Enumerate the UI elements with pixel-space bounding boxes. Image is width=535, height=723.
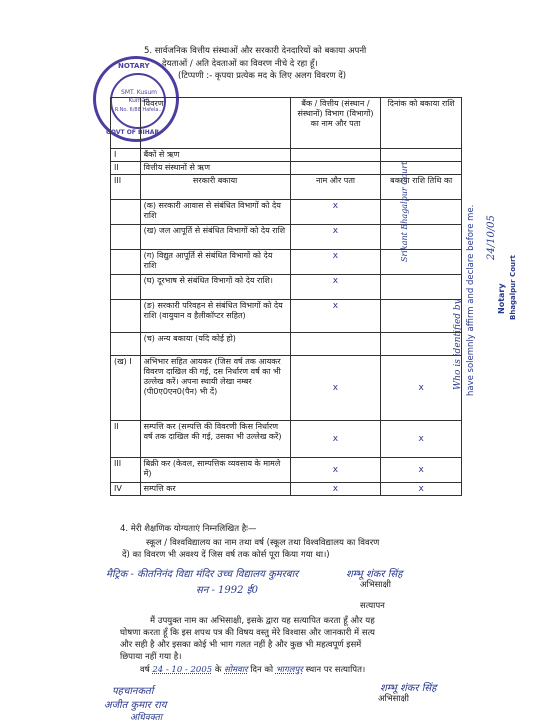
subrow-mark: x xyxy=(290,200,381,225)
intro-line-2: देयताओं / अति देवताओं का विवरण नीचे दे रहा हूँ। xyxy=(162,59,318,69)
seal-bottom-text: GOVT OF BIHAR xyxy=(106,129,160,136)
header-institution: बैंक / वित्तीय (संस्थान / संस्थानों) विभाग (विभागों) का नाम और पता xyxy=(290,98,381,149)
verify-para-4: छिपाया नहीं गया है। xyxy=(120,652,182,662)
stamp-notary: Notary xyxy=(497,283,506,314)
verify-day: सोमवार xyxy=(224,665,248,675)
subrow-mark: x xyxy=(290,300,381,333)
subrow-description: (ख) जल आपूर्ति से संबंधित विभागों को देय राशि xyxy=(140,225,290,250)
row-description: वित्तीय संस्थानों से ऋण xyxy=(140,162,290,175)
subrow-description: (क) सरकारी आवास से संबंधित विभागों को देय राशि xyxy=(140,200,290,225)
table-diagonal-note: Srikant Bhagalpur Court xyxy=(400,161,409,262)
row-description: अभिभार सहित आयकर (जिस वर्ष तक आयकर विवरण दाखिल की गई, दस निर्धारण वर्ष का भी उल्लेख करें। अपना स्थायी लेखा नम्बर (पी0ए0एन0(पैन) भी दें) xyxy=(140,356,290,421)
intro-line-1: 5. सार्वजनिक वित्तीय संस्थाओं और सरकारी देनदारियों को बकाया अपनी xyxy=(144,46,367,56)
verify-date: 24 - 10 - 2005 xyxy=(152,665,213,675)
row-description: सम्पत्ति कर (सम्पत्ति की विवरणी किस निर्धारण वर्ष तक दाखिल की गई, उसका भी उल्लेख करें) xyxy=(140,421,290,458)
table-row xyxy=(111,333,462,356)
subrow-description: (ग) विद्युत आपूर्ति से संबंधित विभागों को देय राशि xyxy=(140,250,290,275)
identifier-label: पहचानकर्ता xyxy=(112,686,154,697)
table-row xyxy=(111,275,462,300)
verify-sign-label: अभिसाक्षी xyxy=(378,694,409,704)
verify-date-line xyxy=(140,665,365,676)
subrow-mark: x xyxy=(290,225,381,250)
subrow-mark: x xyxy=(290,250,381,275)
row-description: सरकारी बकाया xyxy=(140,175,290,200)
header-amount: दिनांक को बकाया राशि xyxy=(381,98,462,149)
stamp-date: 24/10/05 xyxy=(486,215,497,260)
verify-title: सत्यापन xyxy=(360,601,385,611)
row-number: IV xyxy=(111,483,141,496)
identifier-role: अधिवक्ता xyxy=(130,713,163,723)
subrow-description: (च) अन्य बकाया (यदि कोई हो) xyxy=(140,333,290,356)
edu-handwritten-school: मैट्रिक - कीतनिनंद विद्या मंदिर उच्च विद्यालय कुमरबार xyxy=(106,569,299,580)
verify-date-mid: के xyxy=(214,665,222,675)
seal-top-text: NOTARY xyxy=(118,62,150,70)
edu-signature: शम्भू शंकर सिंह xyxy=(346,569,403,580)
seal-reg: R.No. 6/88 Hafela... xyxy=(114,107,164,113)
row-mark: x xyxy=(290,483,381,496)
row-number: II xyxy=(111,162,141,175)
row-mark: x xyxy=(290,356,381,421)
seal-name: SMT. Kusum Kumari xyxy=(121,89,157,104)
row-number: I xyxy=(111,149,141,162)
row-col3: नाम और पता xyxy=(290,175,381,200)
intro-note: (टिप्पणी :- कृपया प्रत्येक मद के लिए अलग विवरण दें) xyxy=(178,71,347,81)
verify-signature: शम्भू शंकर सिंह xyxy=(380,683,437,694)
edu-sign-label: अभिसाक्षी xyxy=(360,580,391,590)
row-mark: x xyxy=(290,421,381,458)
identifier-name: अजीत कुमार राय xyxy=(104,700,167,711)
row-number: II xyxy=(111,421,141,458)
subrow-description: (ङ) सरकारी परिवहन से संबंधित विभागों को देय राशि (वायुयान व हैलीकॉप्टर सहित) xyxy=(140,300,290,333)
edu-line-2: दें) का विवरण भी अवश्य दें जिस वर्ष तक कोर्स पूरा किया गया था।) xyxy=(122,550,330,560)
stamp-court: Bhagalpur Court xyxy=(509,255,517,320)
verify-place-post: स्थान पर सत्यापित। xyxy=(305,665,366,675)
table-row xyxy=(111,483,462,496)
row-mark: x xyxy=(381,421,462,458)
table-row xyxy=(111,421,462,458)
verify-para-1: मैं उपयुक्त नाम का अभिसाक्षी, इसके द्वारा यह सत्यापित करता हूँ और यह xyxy=(150,616,375,626)
table-row xyxy=(111,149,462,162)
table-row xyxy=(111,300,462,333)
row-mark: x xyxy=(381,458,462,483)
row-mark: x xyxy=(381,483,462,496)
row-mark: x xyxy=(381,356,462,421)
subrow-description: (घ) दूरभाष से संबंधित विभागों को देय राशि। xyxy=(140,275,290,300)
row-mark: x xyxy=(290,458,381,483)
table-row xyxy=(111,356,462,421)
verify-para-2: घोषणा करता हूँ कि इस शपथ पत्र की विषय वस्तु मेरे विश्वास और जानकारी में सत्य xyxy=(120,628,375,638)
row-number: III xyxy=(111,458,141,483)
row-number: III xyxy=(111,175,141,200)
edu-line-1: स्कूल / विश्वविद्यालय का नाम तथा वर्ष (स्कूल तथा विश्वविद्यालय का विवरण xyxy=(146,538,380,548)
verify-place: भागलपुर xyxy=(275,665,303,675)
header-description: विवरण xyxy=(140,98,290,149)
row-description: बिक्री कर (केवल, साम्पत्तिक व्यवसाय के मामले में) xyxy=(140,458,290,483)
row-number: (ख) I xyxy=(111,356,141,421)
table-row xyxy=(111,458,462,483)
row-description: सम्पत्ति कर xyxy=(140,483,290,496)
verify-year-label: वर्ष xyxy=(140,665,150,675)
subrow-mark: x xyxy=(290,275,381,300)
verify-para-3: और सही है और इसका कोई भी भाग गलत नहीं है और कुछ भी महत्वपूर्ण इसमें xyxy=(120,640,362,650)
verify-day-post: दिन को xyxy=(250,665,274,675)
table-header xyxy=(111,98,462,149)
row-description: बैंकों से ऋण xyxy=(140,149,290,162)
row-col4: बकाया राशि तिथि का xyxy=(381,175,462,200)
stamp-identified: Who is identified by xyxy=(453,299,463,390)
liabilities-table xyxy=(110,97,462,496)
edu-item: 4. मेरी शैक्षणिक योग्यताएं निम्नलिखित हैः— xyxy=(120,524,257,534)
edu-handwritten-year: सन - 1992 ई0 xyxy=(196,585,258,596)
stamp-affirm: have solemnly affirm and declare before me. xyxy=(466,204,476,396)
